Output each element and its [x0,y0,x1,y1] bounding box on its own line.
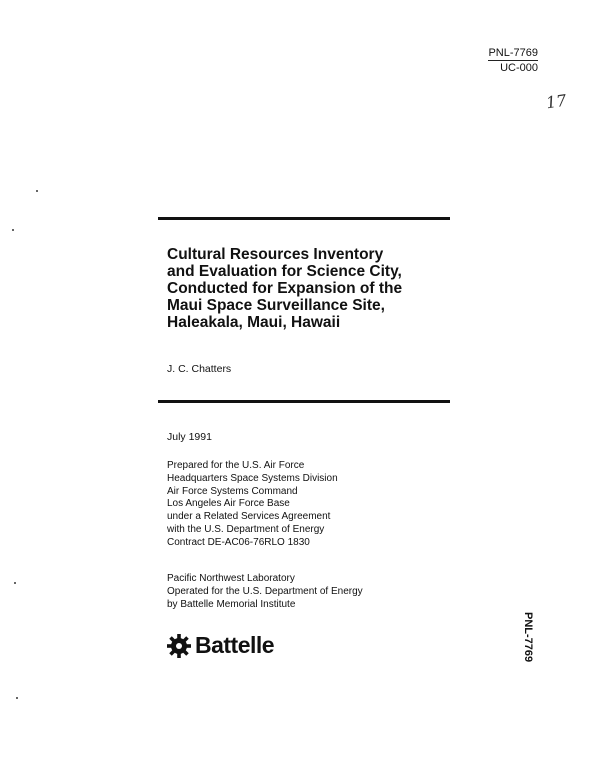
logo-text: Battelle [195,632,275,658]
laboratory-line: Operated for the U.S. Department of Energy [167,585,363,597]
handwritten-mark: 17 [544,90,568,113]
top-rule [158,217,450,220]
laboratory-line: Pacific Northwest Laboratory [167,573,295,584]
scan-speck [14,582,16,584]
report-title [167,246,457,331]
scan-speck [12,229,14,231]
publication-date: July 1991 [167,431,212,443]
report-category: UC-000 [500,62,538,74]
title-line: Cultural Resources Inventory [167,246,384,263]
scan-speck [16,697,18,699]
prepared-for-line: Contract DE-AC06-76RLO 1830 [167,536,310,548]
title-line: Maui Space Surveillance Site, [167,297,385,314]
title-line: and Evaluation for Science City, [167,263,402,280]
prepared-for-line: Prepared for the U.S. Air Force [167,460,305,471]
scan-speck [36,190,38,192]
side-report-number: PNL-7769 [522,612,534,663]
battelle-logo [166,632,274,659]
title-line: Haleakala, Maui, Hawaii [167,314,341,331]
prepared-for-line: under a Related Services Agreement [167,511,331,523]
laboratory-block [167,573,363,611]
battelle-gear-icon [166,633,192,659]
prepared-for-line: Los Angeles Air Force Base [167,498,290,510]
bottom-rule [158,400,450,403]
report-number: PNL-7769 [488,47,538,59]
author: J. C. Chatters [167,363,232,375]
prepared-for-line: Headquarters Space Systems Division [167,472,338,484]
prepared-for-line: with the U.S. Department of Energy [167,523,325,535]
prepared-for-block [167,460,338,550]
laboratory-line: by Battelle Memorial Institute [167,598,296,610]
prepared-for-line: Air Force Systems Command [167,485,298,497]
title-line: Conducted for Expansion of the [167,280,403,297]
report-identifiers [488,46,538,75]
